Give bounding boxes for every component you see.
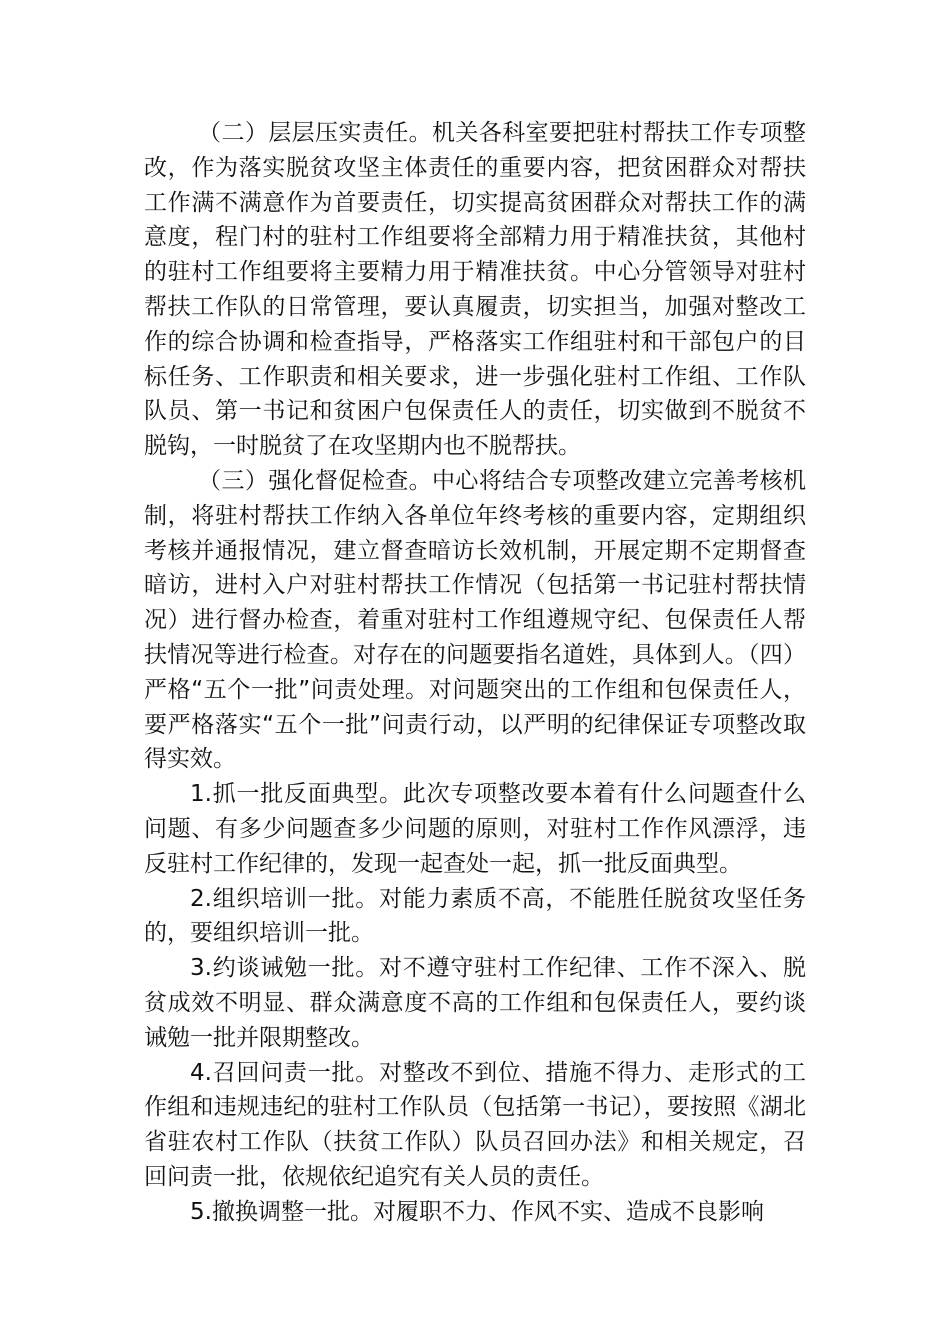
paragraph-item-1: 1.抓一批反面典型。此次专项整改要本着有什么问题查什么问题、有多少问题查多少问题的原则，对驻村工作作风漂浮，违反驻村工作纪律的，发现一起查处一起，抓一批反面典型。	[144, 781, 806, 877]
paragraph-item-3: 3.约谈诫勉一批。对不遵守驻村工作纪律、工作不深入、脱贫成效不明显、群众满意度不高的工作组和包保责任人，要约谈诫勉一批并限期整改。	[144, 955, 806, 1051]
paragraph-item-5: 5.撤换调整一批。对履职不力、作风不实、造成不良影响	[190, 1198, 764, 1225]
paragraph-item-2: 2.组织培训一批。对能力素质不高，不能胜任脱贫攻坚任务的，要组织培训一批。	[144, 885, 806, 947]
paragraph-strengthen-responsibility: （二）层层压实责任。机关各科室要把驻村帮扶工作专项整改，作为落实脱贫攻坚主体责任的重要内容，把贫困群众对帮扶工作满不满意作为首要责任，切实提高贫困群众对帮扶工作的满意度，程门村的驻村工作组要将全部精力用于精准扶贫，其他村的驻村工作组要将主要精力用于精准扶贫。中心分管领导对驻村帮扶工作队的日常管理，要认真履责，切实担当，加强对整改工作的综合协调和检查指导，严格落实工作组驻村和干部包户的目标任务、工作职责和相关要求，进一步强化驻村工作组、工作队队员、第一书记和贫困户包保责任人的责任，切实做到不脱贫不脱钩，一时脱贫了在攻坚期内也不脱帮扶。	[144, 120, 806, 460]
document-body	[144, 116, 806, 1230]
paragraph-item-4: 4.召回问责一批。对整改不到位、措施不得力、走形式的工作组和违规违纪的驻村工作队员（包括第一书记），要按照《湖北省驻农村工作队（扶贫工作队）队员召回办法》和相关规定，召回问责一批，依规依纪追究有关人员的责任。	[144, 1059, 806, 1190]
paragraph-supervision-inspection: （三）强化督促检查。中心将结合专项整改建立完善考核机制，将驻村帮扶工作纳入各单位年终考核的重要内容，定期组织考核并通报情况，建立督查暗访长效机制，开展定期不定期督查暗访，进村入户对驻村帮扶工作情况（包括第一书记驻村帮扶情况）进行督办检查，着重对驻村工作组遵规守纪、包保责任人帮扶情况等进行检查。对存在的问题要指名道姓，具体到人。（四）严格“五个一批”问责处理。对问题突出的工作组和包保责任人，要严格落实“五个一批”问责行动，以严明的纪律保证专项整改取得实效。	[144, 467, 806, 773]
